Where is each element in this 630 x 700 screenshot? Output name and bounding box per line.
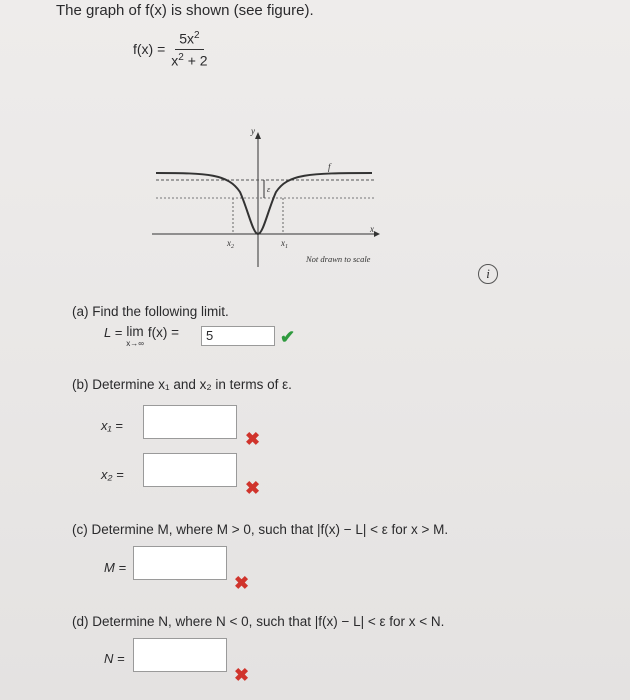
correct-check-icon: ✔ [280, 327, 296, 347]
y-axis-arrow [255, 132, 261, 139]
curve-label: f [328, 162, 331, 172]
part-b-prompt: (b) Determine x₁ and x₂ in terms of ε. [72, 377, 292, 392]
x1-label: $x_1$ [281, 238, 288, 250]
y-axis-label: y [251, 126, 255, 136]
part-a-limit: L = lim x→∞ f(x) = [104, 324, 180, 348]
n-answer-input[interactable] [133, 638, 227, 672]
function-denominator: $x^2 + 2$ [171, 51, 208, 69]
question-intro: The graph of f(x) is shown (see figure). [56, 2, 314, 19]
x2-incorrect-icon: ✖ [245, 478, 261, 498]
part-a-answer-input[interactable]: 5 [201, 326, 275, 346]
n-incorrect-icon: ✖ [234, 665, 250, 685]
function-graph [148, 122, 388, 272]
function-fraction [171, 30, 207, 68]
x1-answer-input[interactable] [143, 405, 237, 439]
m-answer-input[interactable] [133, 546, 227, 580]
function-definition [133, 30, 208, 68]
x2-field-label: x₂ = [101, 467, 124, 482]
x1-incorrect-icon: ✖ [245, 429, 261, 449]
n-field-label: N = [104, 651, 125, 666]
part-a-prompt: (a) Find the following limit. [72, 304, 229, 319]
function-lhs: f(x) = [133, 41, 166, 58]
epsilon-label: ε [267, 185, 271, 194]
x-axis-label: x [370, 224, 374, 234]
m-incorrect-icon: ✖ [234, 573, 250, 593]
not-to-scale-note: Not drawn to scale [306, 254, 371, 264]
m-field-label: M = [104, 560, 127, 575]
info-icon[interactable]: i [478, 264, 498, 284]
part-d-prompt: (d) Determine N, where N < 0, such that |f(x) − L| < ε for x < N. [72, 614, 445, 629]
part-c-prompt: (c) Determine M, where M > 0, such that |f(x) − L| < ε for x > M. [72, 522, 449, 537]
x-axis-arrow [374, 231, 380, 237]
x2-label: $x_2$ [227, 238, 234, 250]
x1-field-label: x₁ = [101, 418, 123, 433]
x2-answer-input[interactable] [143, 453, 237, 487]
function-numerator: $5x^2$ [175, 30, 203, 50]
limit-operator: lim x→∞ [126, 324, 144, 348]
